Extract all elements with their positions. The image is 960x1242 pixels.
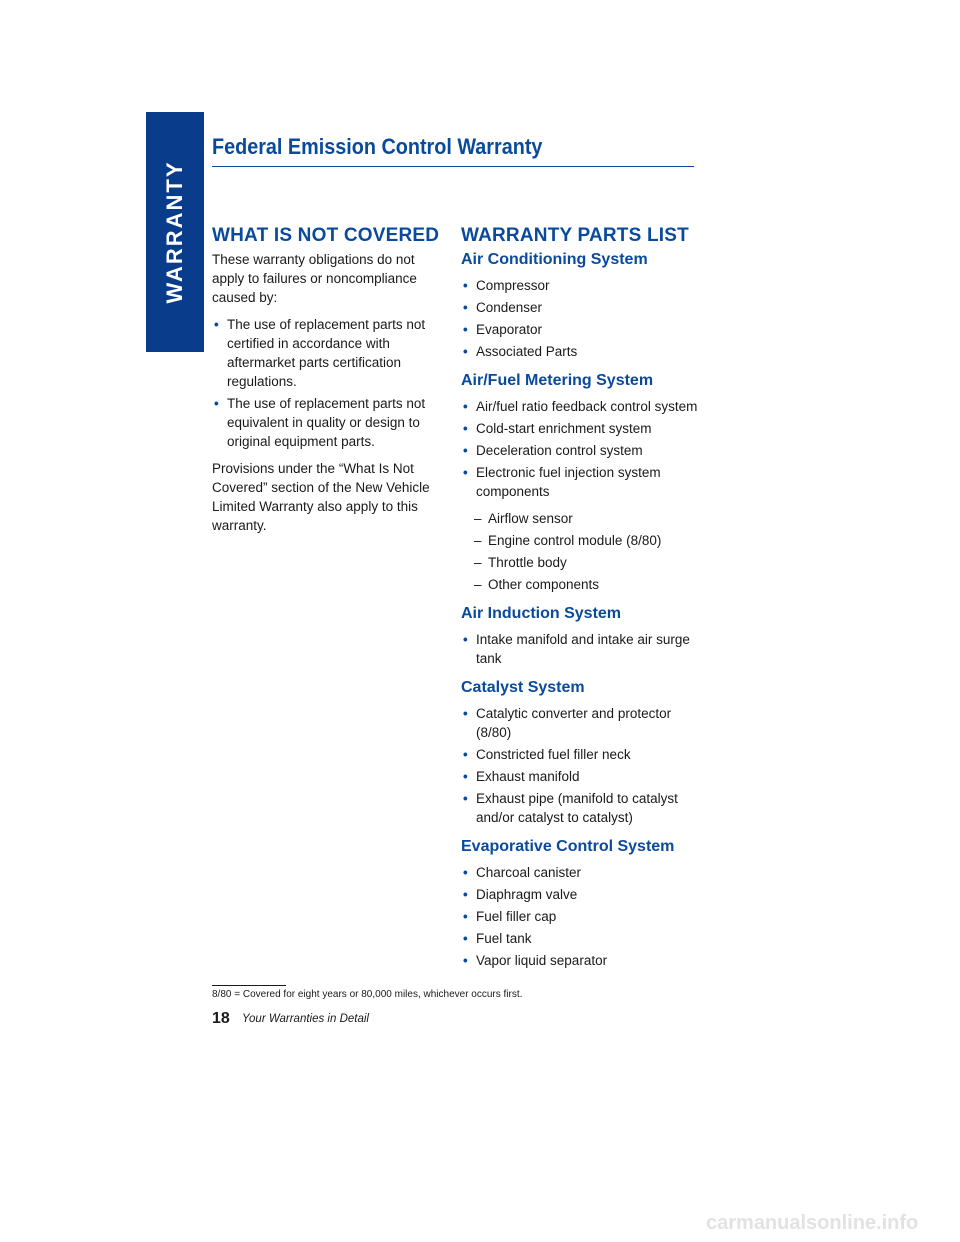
bullet-icon: •	[463, 791, 468, 806]
bullet-icon: •	[463, 399, 468, 414]
dash-icon: –	[474, 533, 482, 548]
list-item: • Cold-start enrichment system	[463, 421, 652, 436]
list-item: • Fuel filler cap	[463, 909, 557, 924]
bullet-icon: •	[463, 706, 468, 721]
title-divider	[212, 166, 694, 167]
list-item: • Associated Parts	[463, 344, 578, 359]
list-item: • Catalytic converter and protector (8/80)	[463, 706, 672, 740]
parts-list-heading: WARRANTY PARTS LIST	[461, 225, 689, 246]
list-item: • Diaphragm valve	[463, 887, 578, 902]
air-fuel-heading: Air/Fuel Metering System	[461, 372, 654, 389]
list-item: • Exhaust manifold	[463, 769, 580, 784]
sub-list-item: – Airflow sensor	[474, 511, 573, 526]
dash-icon: –	[474, 577, 482, 592]
list-item: • The use of replacement parts not equivalent in quality or design to original equipment parts.	[214, 396, 426, 449]
evaporative-heading: Evaporative Control System	[461, 838, 675, 855]
section-side-tab-label: WARRANTY	[162, 160, 187, 304]
footnote: 8/80 = Covered for eight years or 80,000 miles, whichever occurs first.	[212, 989, 523, 1000]
list-item: • Intake manifold and intake air surge tank	[463, 632, 690, 666]
list-item: • Fuel tank	[463, 931, 532, 946]
air-induction-list	[461, 630, 701, 668]
list-item: • The use of replacement parts not certified in accordance with aftermarket parts certification regulations.	[214, 317, 426, 389]
not-covered-intro: These warranty obligations do not apply to failures or noncompliance caused by:	[212, 252, 417, 305]
bullet-icon: •	[463, 865, 468, 880]
dash-icon: –	[474, 555, 482, 570]
evaporative-list	[461, 863, 701, 970]
list-item: • Electronic fuel injection system components	[463, 465, 661, 499]
sub-list-item: – Other components	[474, 577, 600, 592]
bullet-icon: •	[463, 747, 468, 762]
bullet-icon: •	[463, 769, 468, 784]
not-covered-section	[212, 226, 442, 543]
sub-list-item: – Engine control module (8/80)	[474, 533, 662, 548]
air-induction-heading: Air Induction System	[461, 605, 622, 622]
list-item: • Compressor	[463, 278, 550, 293]
catalyst-heading: Catalyst System	[461, 679, 585, 696]
list-item: • Vapor liquid separator	[463, 953, 608, 968]
footer-caption: Your Warranties in Detail	[242, 1013, 369, 1025]
list-item: • Air/fuel ratio feedback control system	[463, 399, 698, 414]
page-title: Federal Emission Control Warranty	[212, 134, 543, 159]
list-item: • Evaporator	[463, 322, 543, 337]
bullet-icon: •	[214, 317, 219, 332]
list-item: • Exhaust pipe (manifold to catalyst and/or catalyst to catalyst)	[463, 791, 678, 825]
not-covered-list	[212, 315, 442, 451]
bullet-icon: •	[463, 909, 468, 924]
sub-list-item: – Throttle body	[474, 555, 567, 570]
bullet-icon: •	[463, 421, 468, 436]
air-conditioning-heading: Air Conditioning System	[461, 251, 648, 268]
bullet-icon: •	[463, 322, 468, 337]
air-fuel-list	[461, 397, 701, 501]
bullet-icon: •	[463, 632, 468, 647]
bullet-icon: •	[463, 465, 468, 480]
air-conditioning-list	[461, 276, 701, 361]
footnote-divider	[212, 985, 286, 986]
bullet-icon: •	[463, 443, 468, 458]
list-item: • Constricted fuel filler neck	[463, 747, 631, 762]
list-item: • Charcoal canister	[463, 865, 582, 880]
not-covered-heading: WHAT IS NOT COVERED	[212, 225, 440, 246]
dash-icon: –	[474, 511, 482, 526]
fuel-injection-sublist	[461, 509, 701, 594]
bullet-icon: •	[463, 278, 468, 293]
list-item: • Deceleration control system	[463, 443, 643, 458]
catalyst-list	[461, 704, 701, 827]
parts-list-section	[461, 226, 701, 978]
bullet-icon: •	[463, 953, 468, 968]
bullet-icon: •	[463, 344, 468, 359]
bullet-icon: •	[463, 300, 468, 315]
bullet-icon: •	[463, 931, 468, 946]
page-number: 18	[212, 1010, 230, 1027]
list-item: • Condenser	[463, 300, 543, 315]
watermark: carmanualsonline.info	[706, 1212, 919, 1234]
not-covered-closing: Provisions under the “What Is Not Covered” section of the New Vehicle Limited Warranty also apply to this warranty.	[212, 461, 430, 533]
bullet-icon: •	[463, 887, 468, 902]
bullet-icon: •	[214, 396, 219, 411]
